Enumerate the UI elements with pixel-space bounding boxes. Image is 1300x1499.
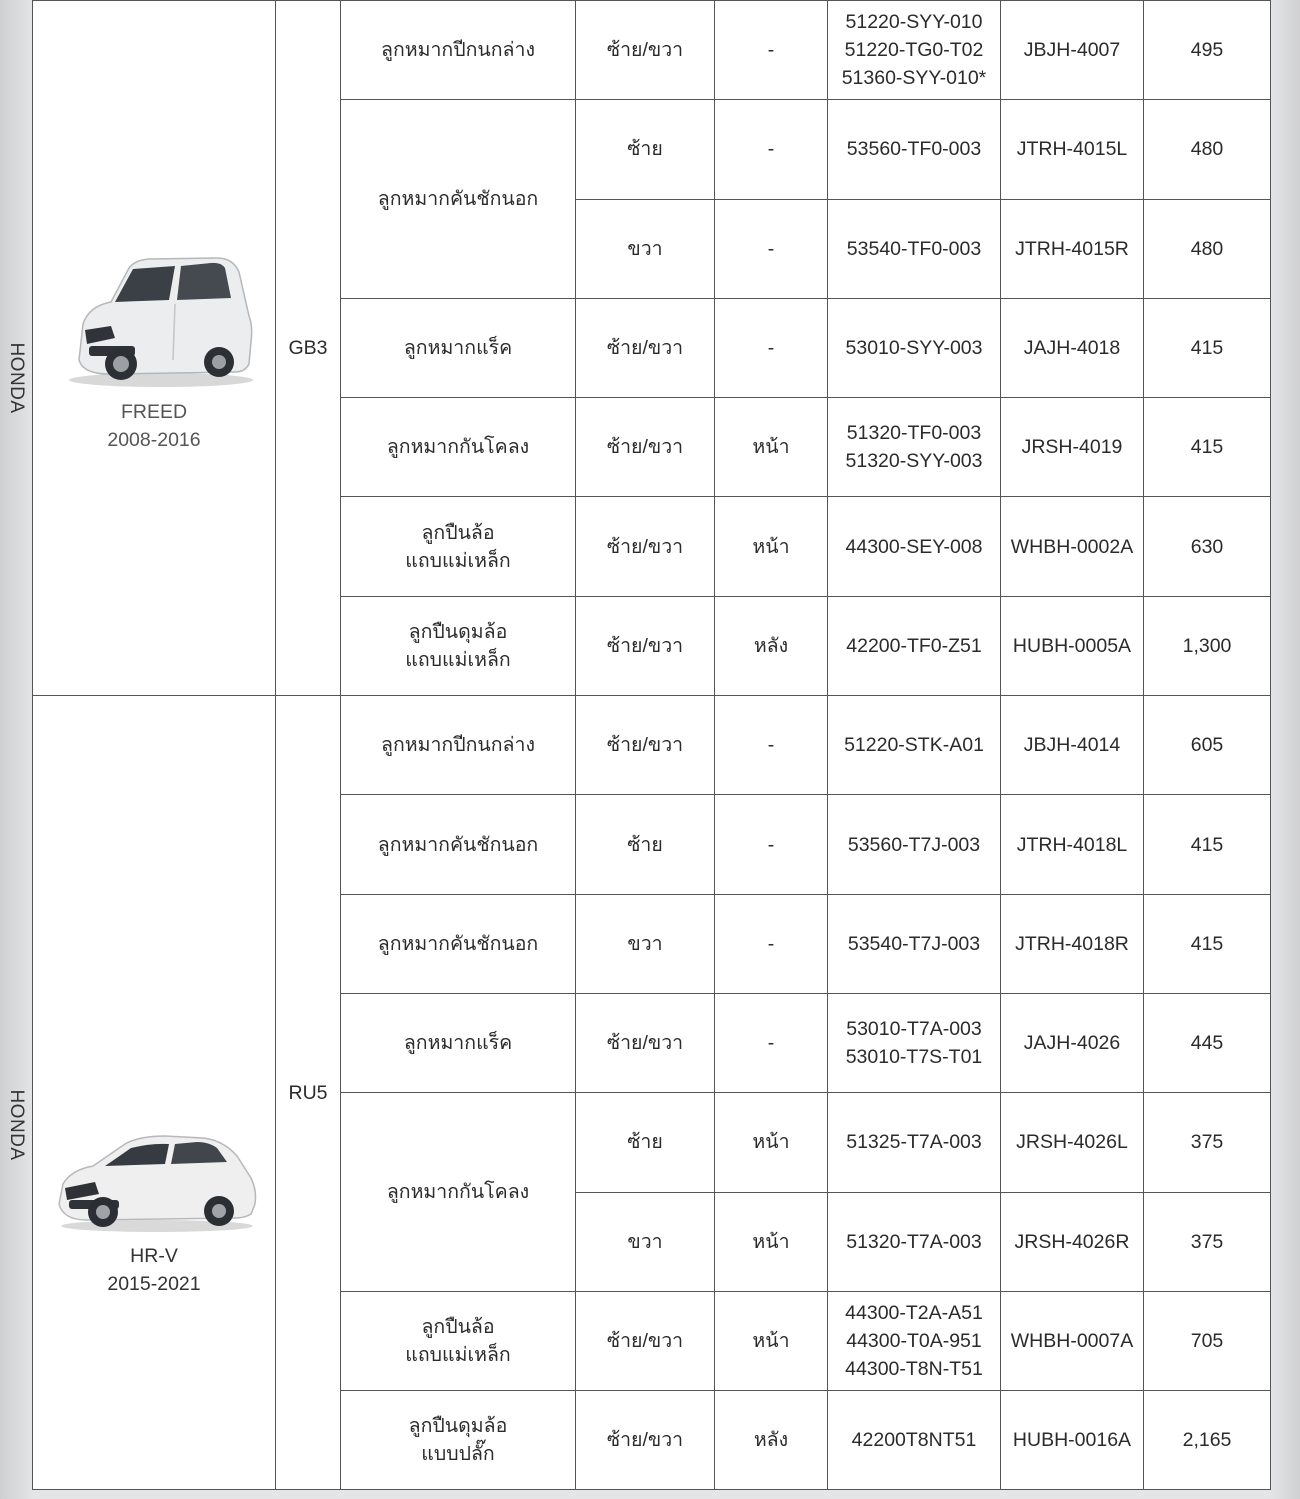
position-cell: - xyxy=(715,696,828,795)
part-name-cell xyxy=(341,596,576,695)
part-name-line: แถบแม่เหล็ก xyxy=(405,648,511,671)
oem-number-cell xyxy=(828,1291,1001,1390)
part-code-cell: JTRH-4018L xyxy=(1001,795,1144,894)
side-cell: ซ้าย/ขวา xyxy=(576,497,715,596)
part-name-cell: ลูกหมากปีกนกล่าง xyxy=(341,1,576,100)
part-code-cell: HUBH-0016A xyxy=(1001,1391,1144,1490)
side-cell: ขวา xyxy=(576,894,715,993)
oem-number: 51320-TF0-003 xyxy=(846,422,982,445)
part-name-cell: ลูกหมากปีกนกล่าง xyxy=(341,696,576,795)
oem-number: 51320-SYY-003 xyxy=(845,450,983,473)
oem-number: 51320-T7A-003 xyxy=(846,1230,982,1253)
part-code-cell: JBJH-4007 xyxy=(1001,1,1144,100)
oem-number: 53560-TF0-003 xyxy=(846,138,982,161)
price-cell: 480 xyxy=(1144,100,1271,199)
part-code-cell: HUBH-0005A xyxy=(1001,596,1144,695)
position-cell: - xyxy=(715,100,828,199)
part-name-cell: ลูกหมากคันชักนอก xyxy=(341,100,576,299)
oem-number-cell xyxy=(828,696,1001,795)
part-name-line: แบบปลั๊ก xyxy=(421,1443,495,1466)
oem-number-cell xyxy=(828,596,1001,695)
oem-number: 42200T8NT51 xyxy=(851,1429,977,1452)
side-cell: ขวา xyxy=(576,1192,715,1291)
oem-number-cell xyxy=(828,993,1001,1092)
position-cell: หน้า xyxy=(715,1291,828,1390)
brand-label-top: HONDA xyxy=(6,342,27,414)
part-name-line: ลูกปืนล้อ xyxy=(421,1316,495,1338)
part-name-cell xyxy=(341,1391,576,1490)
price-cell: 2,165 xyxy=(1144,1391,1271,1490)
part-code-cell: JTRH-4018R xyxy=(1001,894,1144,993)
part-name-cell: ลูกหมากกันโคลง xyxy=(341,398,576,497)
position-cell: หลัง xyxy=(715,1391,828,1490)
part-code-cell: JTRH-4015L xyxy=(1001,100,1144,199)
brand-side-band xyxy=(0,0,32,1499)
oem-number-cell xyxy=(828,497,1001,596)
oem-number: 42200-TF0-Z51 xyxy=(846,634,982,657)
part-name-cell: ลูกหมากแร็ค xyxy=(341,993,576,1092)
part-code-cell: WHBH-0002A xyxy=(1001,497,1144,596)
price-cell: 415 xyxy=(1144,398,1271,497)
oem-number-cell xyxy=(828,894,1001,993)
oem-number: 44300-T8N-T51 xyxy=(845,1358,983,1380)
position-cell: หน้า xyxy=(715,1093,828,1192)
part-name-line: ลูกปืนดุมล้อ xyxy=(408,620,508,643)
price-cell: 605 xyxy=(1144,696,1271,795)
price-cell: 480 xyxy=(1144,199,1271,298)
part-name-cell xyxy=(341,1291,576,1390)
part-code-cell: JTRH-4015R xyxy=(1001,199,1144,298)
price-cell: 495 xyxy=(1144,1,1271,100)
part-name-line: ลูกปืนล้อ xyxy=(421,521,495,544)
model-code-cell: RU5 xyxy=(276,696,341,1490)
oem-number: 53010-T7S-T01 xyxy=(845,1046,983,1069)
price-cell: 445 xyxy=(1144,993,1271,1092)
parts-table xyxy=(32,0,1271,1490)
part-name-cell: ลูกหมากคันชักนอก xyxy=(341,894,576,993)
oem-number: 44300-T0A-951 xyxy=(846,1330,982,1352)
oem-number-cell xyxy=(828,100,1001,199)
part-name-cell: ลูกหมากคันชักนอก xyxy=(341,795,576,894)
oem-number: 53560-T7J-003 xyxy=(847,833,981,856)
part-name-cell xyxy=(341,497,576,596)
side-cell: ซ้าย xyxy=(576,795,715,894)
oem-number-cell xyxy=(828,199,1001,298)
suv-car-icon xyxy=(47,1118,262,1236)
price-cell: 415 xyxy=(1144,894,1271,993)
table-row xyxy=(33,696,1271,795)
position-cell: - xyxy=(715,894,828,993)
position-cell: - xyxy=(715,795,828,894)
part-name-cell: ลูกหมากกันโคลง xyxy=(341,1093,576,1292)
side-cell: ซ้าย/ขวา xyxy=(576,696,715,795)
position-cell: หน้า xyxy=(715,1192,828,1291)
position-cell: - xyxy=(715,993,828,1092)
side-cell: ขวา xyxy=(576,199,715,298)
oem-number: 51360-SYY-010* xyxy=(841,67,987,90)
oem-number: 51220-TG0-T02 xyxy=(844,39,984,62)
vehicle-years: 2015-2021 xyxy=(107,1272,201,1295)
model-code-cell: GB3 xyxy=(276,1,341,696)
price-cell: 415 xyxy=(1144,298,1271,397)
position-cell: - xyxy=(715,298,828,397)
oem-number-cell xyxy=(828,1391,1001,1490)
oem-number: 51220-SYY-010 xyxy=(845,11,983,34)
part-code-cell: WHBH-0007A xyxy=(1001,1291,1144,1390)
price-cell: 1,300 xyxy=(1144,596,1271,695)
vehicle-cell-freed xyxy=(33,1,276,696)
part-name-line: แถบแม่เหล็ก xyxy=(405,549,511,572)
price-cell: 415 xyxy=(1144,795,1271,894)
oem-number: 53540-TF0-003 xyxy=(846,237,982,260)
part-name-cell: ลูกหมากแร็ค xyxy=(341,298,576,397)
oem-number: 53010-SYY-003 xyxy=(845,337,983,360)
part-code-cell: JRSH-4019 xyxy=(1001,398,1144,497)
part-name-line: แถบแม่เหล็ก xyxy=(405,1344,511,1366)
oem-number-cell xyxy=(828,398,1001,497)
part-code-cell: JRSH-4026R xyxy=(1001,1192,1144,1291)
position-cell: หน้า xyxy=(715,497,828,596)
oem-number: 51220-STK-A01 xyxy=(844,734,984,757)
oem-number: 53010-T7A-003 xyxy=(846,1018,982,1041)
side-cell: ซ้าย/ขวา xyxy=(576,993,715,1092)
part-code-cell: JBJH-4014 xyxy=(1001,696,1144,795)
side-cell: ซ้าย xyxy=(576,100,715,199)
oem-number: 44300-T2A-A51 xyxy=(845,1302,983,1324)
part-code-cell: JAJH-4026 xyxy=(1001,993,1144,1092)
price-cell: 705 xyxy=(1144,1291,1271,1390)
side-cell: ซ้าย/ขวา xyxy=(576,1391,715,1490)
vehicle-name: HR-V xyxy=(130,1244,178,1267)
oem-number-cell xyxy=(828,1,1001,100)
vehicle-cell-hrv xyxy=(33,696,276,1490)
side-cell: ซ้าย xyxy=(576,1093,715,1192)
oem-number-cell xyxy=(828,298,1001,397)
minivan-car-icon xyxy=(49,242,259,392)
price-cell: 375 xyxy=(1144,1192,1271,1291)
position-cell: หน้า xyxy=(715,398,828,497)
oem-number-cell xyxy=(828,795,1001,894)
side-cell: ซ้าย/ขวา xyxy=(576,596,715,695)
oem-number-cell xyxy=(828,1192,1001,1291)
side-cell: ซ้าย/ขวา xyxy=(576,298,715,397)
oem-number: 51325-T7A-003 xyxy=(846,1131,982,1154)
oem-number: 53540-T7J-003 xyxy=(847,932,981,955)
side-cell: ซ้าย/ขวา xyxy=(576,398,715,497)
side-cell: ซ้าย/ขวา xyxy=(576,1,715,100)
vehicle-years: 2008-2016 xyxy=(107,429,201,452)
part-code-cell: JAJH-4018 xyxy=(1001,298,1144,397)
side-cell: ซ้าย/ขวา xyxy=(576,1291,715,1390)
position-cell: - xyxy=(715,199,828,298)
position-cell: หลัง xyxy=(715,596,828,695)
vehicle-name: FREED xyxy=(120,401,188,424)
price-cell: 630 xyxy=(1144,497,1271,596)
table-row xyxy=(33,1,1271,100)
position-cell: - xyxy=(715,1,828,100)
part-name-line: ลูกปืนดุมล้อ xyxy=(408,1415,508,1438)
oem-number: 44300-SEY-008 xyxy=(845,535,983,558)
brand-label-bottom: HONDA xyxy=(6,1089,27,1161)
part-code-cell: JRSH-4026L xyxy=(1001,1093,1144,1192)
oem-number-cell xyxy=(828,1093,1001,1192)
price-cell: 375 xyxy=(1144,1093,1271,1192)
